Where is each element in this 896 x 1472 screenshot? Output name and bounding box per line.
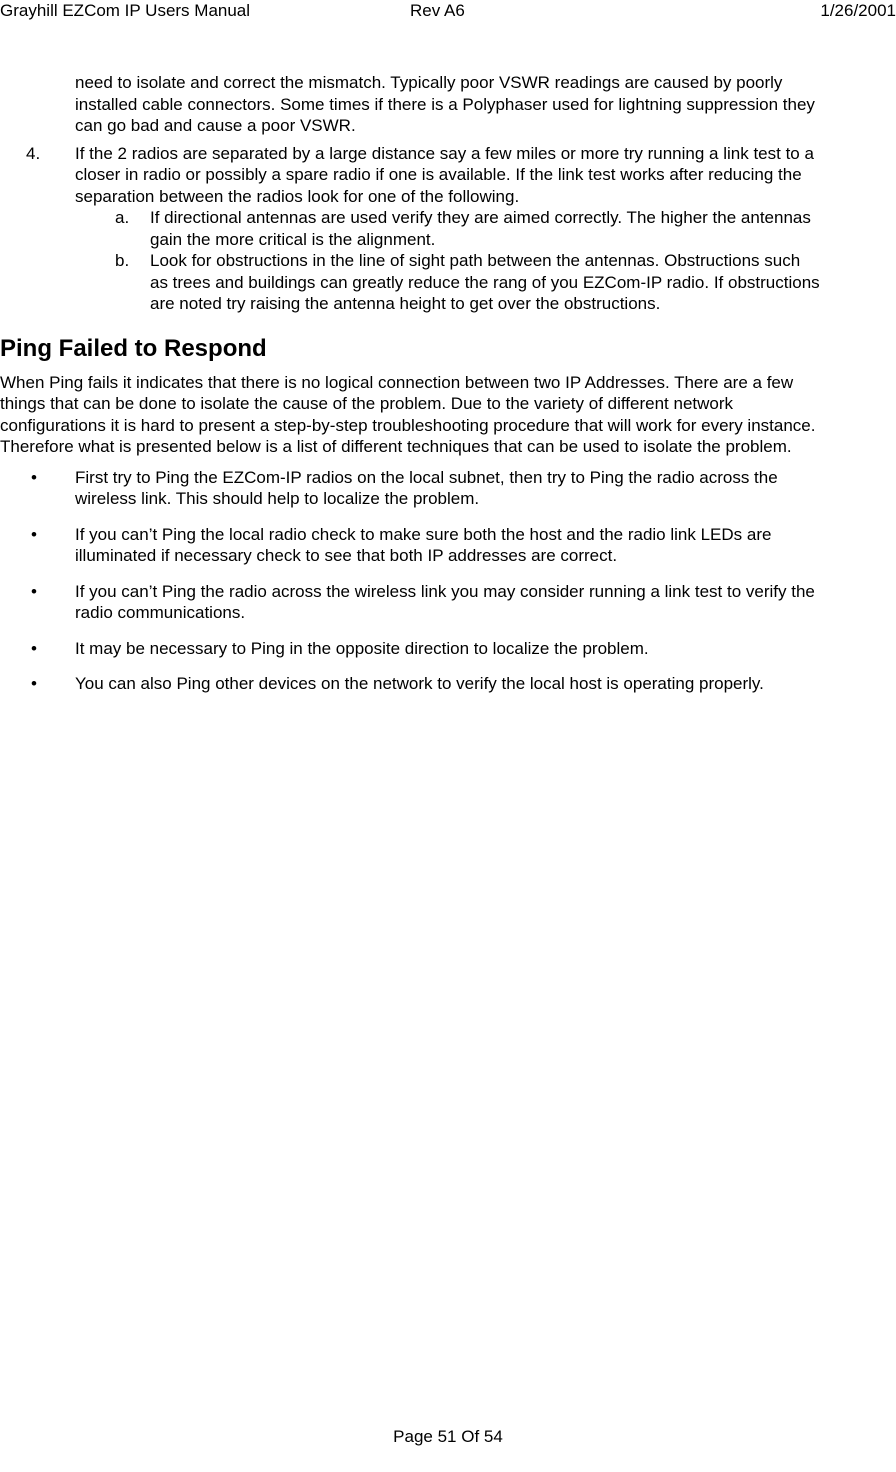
sub-item-text: If directional antennas are used verify they are aimed correctly. The higher the antennas gain the more critical is the alignment. [150, 208, 811, 249]
bullet-list [0, 467, 840, 695]
page-footer [0, 1426, 896, 1448]
bullet-text: It may be necessary to Ping in the opposite direction to localize the problem. [75, 638, 649, 658]
bullet-text: First try to Ping the EZCom-IP radios on the local subnet, then try to Ping the radio across the wireless link. This should help to localize the problem. [75, 467, 778, 508]
bullet-icon: • [31, 581, 37, 601]
sub-item-letter: a. [115, 208, 130, 227]
page-header [0, 0, 896, 24]
page-number: Page 51 Of 54 [393, 1427, 503, 1446]
sub-list [0, 207, 840, 315]
numbered-list-item [0, 143, 825, 208]
bullet-icon: • [31, 467, 37, 487]
sub-list-item [0, 250, 820, 315]
section-intro: When Ping fails it indicates that there is no logical connection between two IP Addresses. There are a few things that can be done to isolate the cause of the problem. Due to the variety of different network configurations it is hard to present a step-by-step troubleshooting procedure that will work for every instance. Therefore what is presented below is a list of different techniques that can be used to isolate the problem. [0, 372, 816, 456]
list-item-text: If the 2 radios are separated by a large distance say a few miles or more try running a link test to a closer in radio or possibly a spare radio if one is available. If the link test works after reducing the separation between the radios look for one of the following. [75, 143, 814, 206]
page-body [0, 72, 840, 709]
bullet-text: If you can’t Ping the radio across the wireless link you may consider running a link test to verify the radio communications. [75, 581, 815, 622]
bullet-list-item [0, 467, 815, 510]
bullet-icon: • [31, 524, 37, 544]
list-item-number: 4. [26, 143, 41, 163]
bullet-text: If you can’t Ping the local radio check to make sure both the host and the radio link LEDs are illuminated if necessary check to see that both IP addresses are correct. [75, 524, 772, 565]
bullet-list-item [0, 524, 815, 567]
bullet-icon: • [31, 674, 37, 693]
continued-paragraph: need to isolate and correct the mismatch. Typically poor VSWR readings are caused by poorly installed cable connectors. Some times if there is a Polyphaser used for lightning suppression they can go bad and cause a poor VSWR. [75, 73, 815, 135]
section-heading: Ping Failed to Respond [0, 334, 267, 362]
sub-list-item [0, 207, 820, 250]
bullet-list-item [0, 638, 815, 660]
header-revision: Rev A6 [410, 1, 465, 20]
header-date: 1/26/2001 [820, 1, 896, 20]
sub-item-letter: b. [115, 251, 130, 270]
bullet-list-item [0, 581, 815, 624]
bullet-text: You can also Ping other devices on the network to verify the local host is operating properly. [75, 674, 764, 693]
bullet-list-item [0, 673, 815, 695]
sub-item-text: Look for obstructions in the line of sight path between the antennas. Obstructions such as trees and buildings can greatly reduce the rang of you EZCom-IP radio. If obstructions are noted try raising the antenna height to get over the obstructions. [150, 251, 820, 313]
header-manual-title: Grayhill EZCom IP Users Manual [0, 1, 251, 20]
bullet-icon: • [31, 638, 37, 658]
